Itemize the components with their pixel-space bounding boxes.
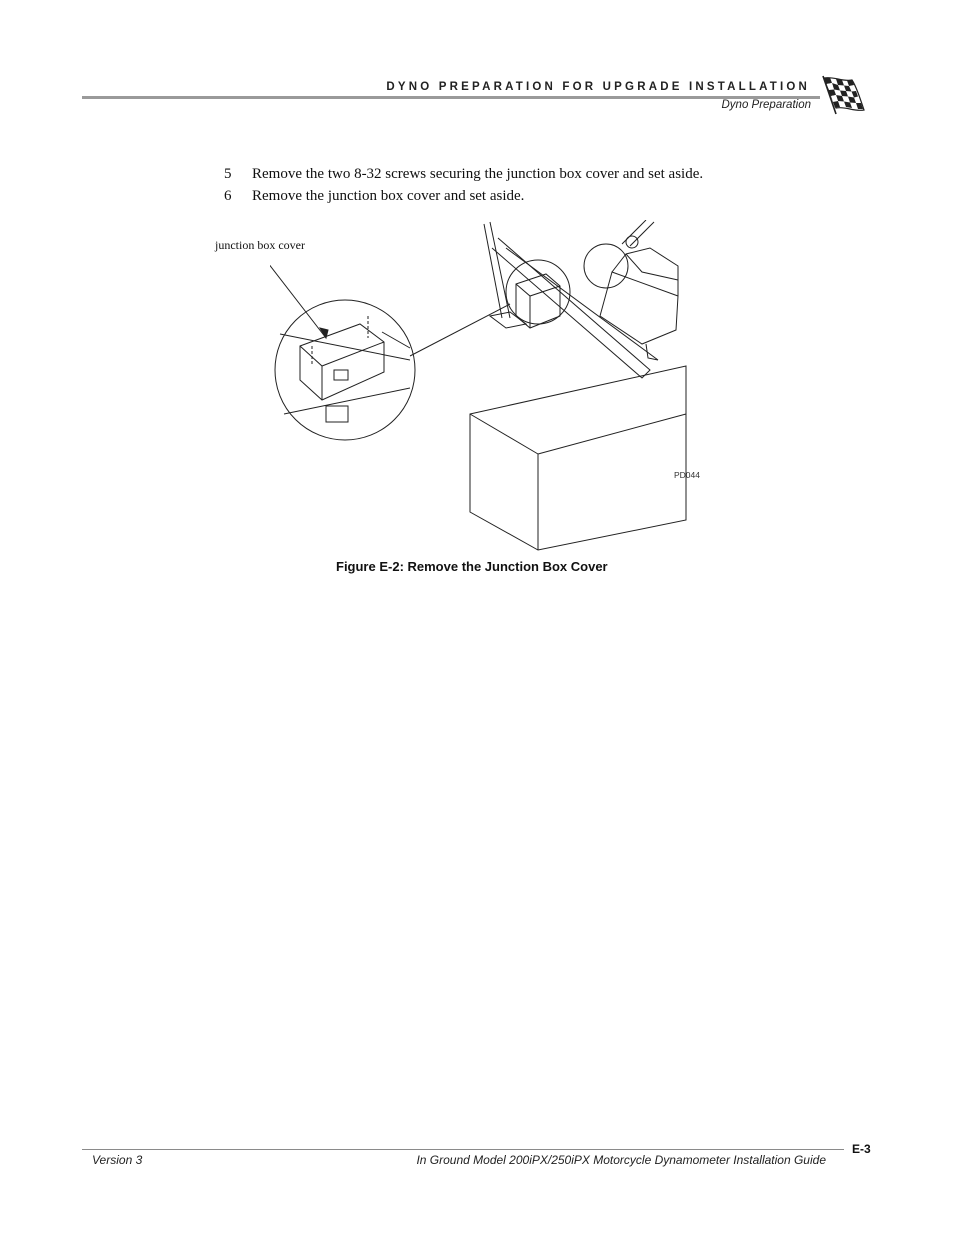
footer-rule (82, 1149, 844, 1150)
footer-version: Version 3 (92, 1153, 143, 1167)
step-6 (224, 188, 524, 205)
header-rule (82, 96, 820, 99)
page-number: E-3 (852, 1142, 871, 1156)
figure-caption: Figure E-2: Remove the Junction Box Cover (336, 559, 608, 574)
running-header-subtitle: Dyno Preparation (721, 99, 811, 111)
running-header-title: DYNO PREPARATION FOR UPGRADE INSTALLATION (386, 81, 810, 93)
callout-label: junction box cover (215, 238, 305, 252)
step-number: 6 (224, 188, 232, 204)
step-text: Remove the junction box cover and set aside. (252, 188, 525, 204)
checkered-flag-icon (820, 74, 866, 116)
drawing-code: PD044 (674, 470, 700, 480)
step-number: 5 (224, 166, 232, 182)
junction-box-illustration (270, 220, 720, 556)
step-text: Remove the two 8-32 screws securing the junction box cover and set aside. (252, 166, 704, 182)
footer-guide-title: In Ground Model 200iPX/250iPX Motorcycle Dynamometer Installation Guide (416, 1153, 826, 1167)
step-5 (224, 166, 703, 183)
